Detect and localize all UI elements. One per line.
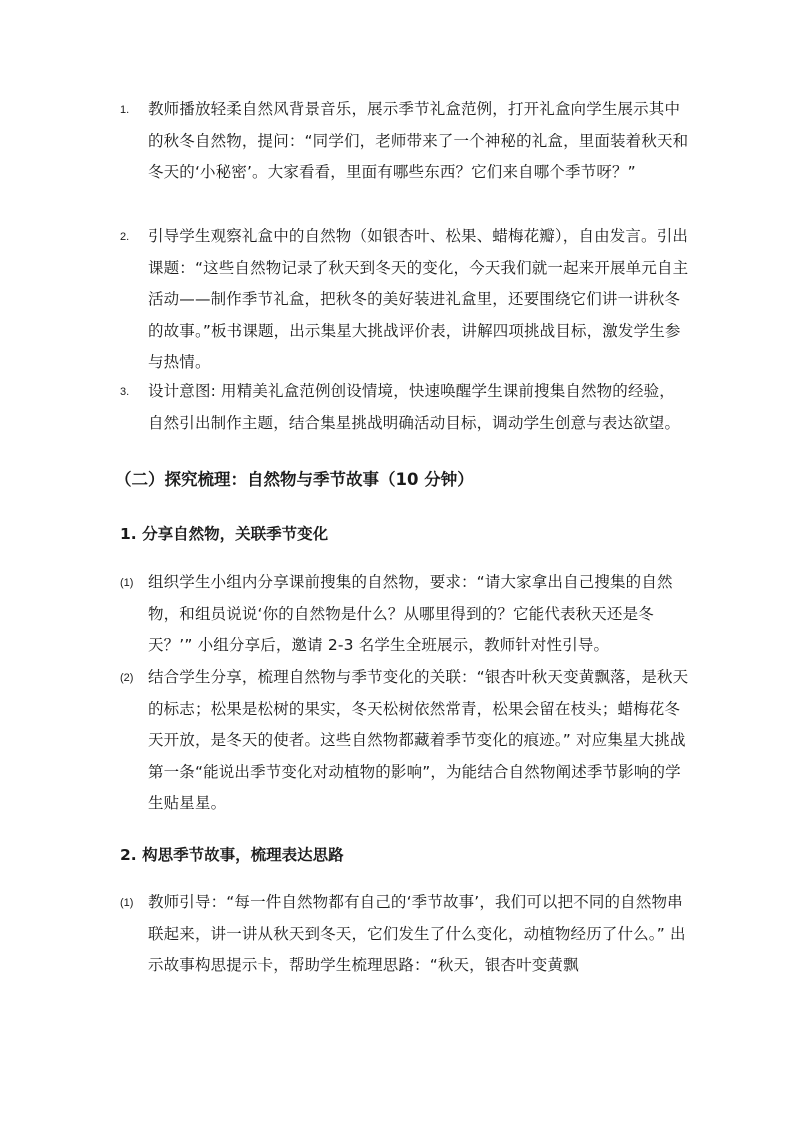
list-item-text: 教师播放轻柔自然风背景音乐，展示季节礼盒范例，打开礼盒向学生展示其中的秋冬自然物，提问：“同学们，老师带来了一个神秘的礼盒，里面装着秋天和冬天的‘小秘密’。大家看看，里面有哪些东西？它们来自哪个季节呀？”: [148, 100, 689, 181]
list-number: 3.: [120, 386, 130, 398]
list-item-sub1-1: [120, 567, 690, 662]
list-item-text: 教师引导：“每一件自然物都有自己的‘季节故事’，我们可以把不同的自然物串联起来，讲一讲从秋天到冬天，它们发生了什么变化，动植物经历了什么。” 出示故事构思提示卡，帮助学生梳理思路：“秋天，银杏叶变黄飘: [148, 893, 686, 974]
subsection-title: 2. 构思季节故事，梳理表达思路: [120, 846, 344, 864]
list-number: (1): [120, 897, 134, 909]
section-heading: （二）探究梳理：自然物与季节故事（10 分钟）: [115, 470, 474, 489]
list-number: 1.: [120, 104, 130, 116]
list-item-sub1-2: [120, 662, 690, 820]
list-item-text: 引导学生观察礼盒中的自然物（如银杏叶、松果、蜡梅花瓣），自由发言。引出课题：“这些自然物记录了秋天到冬天的变化，今天我们就一起来开展单元自主活动——制作季节礼盒，把秋冬的美好装进礼盒里，还要围绕它们讲一讲秋冬的故事。”板书课题，出示集星大挑战评价表，讲解四项挑战目标，激发学生参与热情。: [148, 227, 689, 371]
list-number: 2.: [120, 231, 130, 243]
list-item-text: 设计意图: 用精美礼盒范例创设情境，快速唤醒学生课前搜集自然物的经验，自然引出制作主题，结合集星挑战明确活动目标，调动学生创意与表达欲望。: [148, 382, 681, 432]
list-item-text: 组织学生小组内分享课前搜集的自然物，要求：“请大家拿出自己搜集的自然物，和组员说说‘你的自然物是什么？从哪里得到的？它能代表秋天还是冬天？’” 小组分享后，邀请 2-3 名学生全班展示，教师针对性引导。: [148, 573, 673, 654]
list-item-sub2-1: [120, 887, 690, 982]
list-item-2: [120, 221, 690, 379]
list-item-3: [120, 376, 690, 439]
list-item-text: 结合学生分享，梳理自然物与季节变化的关联：“银杏叶秋天变黄飘落，是秋天的标志；松果是松树的果实，冬天松树依然常青，松果会留在枝头；蜡梅花冬天开放，是冬天的使者。这些自然物都藏着季节变化的痕迹。” 对应集星大挑战第一条“能说出季节变化对动植物的影响”，为能结合自然物阐述季节影响的学生贴星星。: [148, 668, 689, 812]
list-item-1: [120, 94, 690, 189]
list-number: (1): [120, 577, 134, 589]
subsection-title: 1. 分享自然物，关联季节变化: [120, 525, 329, 543]
list-number: (2): [120, 672, 134, 684]
